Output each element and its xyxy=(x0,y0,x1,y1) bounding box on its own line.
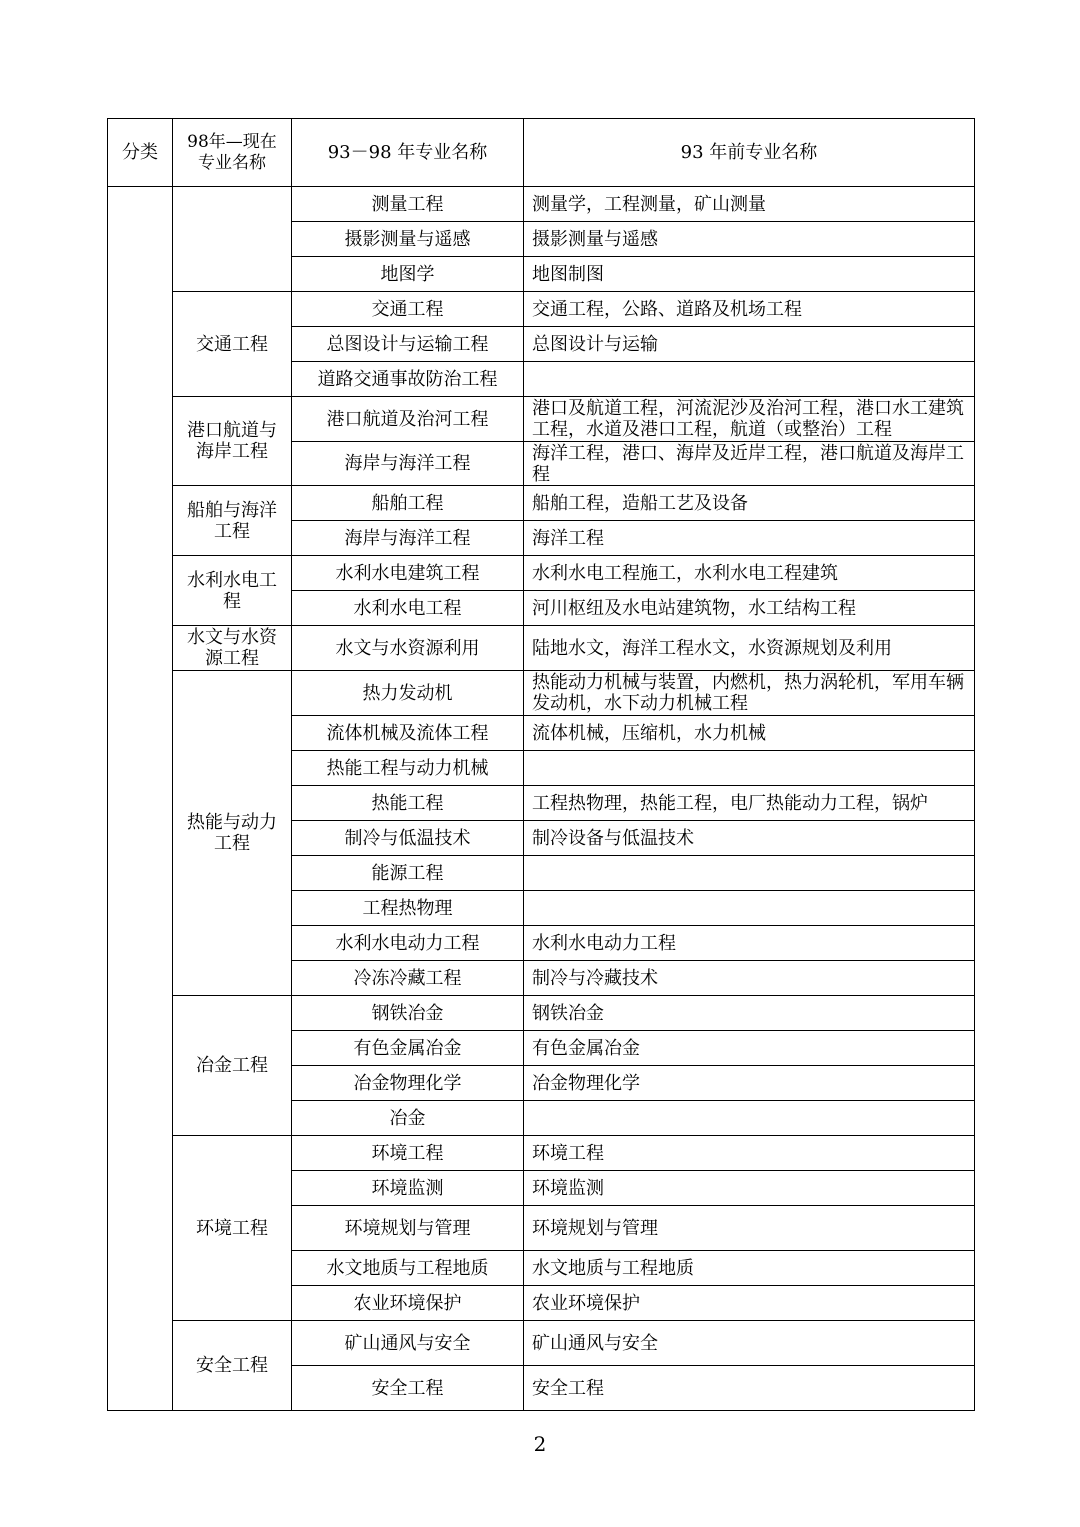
major-1993-1998-cell: 热能工程与动力机械 xyxy=(292,751,524,786)
table-row xyxy=(108,996,975,1031)
major-pre-1993-cell: 环境工程 xyxy=(524,1136,975,1171)
major-pre-1993-cell xyxy=(524,1101,975,1136)
current-major-cell xyxy=(173,187,292,292)
table-row xyxy=(108,556,975,591)
major-pre-1993-cell: 海洋工程，港口、海岸及近岸工程，港口航道及海岸工程 xyxy=(524,442,975,486)
major-1993-1998-cell: 安全工程 xyxy=(292,1366,524,1411)
major-pre-1993-cell xyxy=(524,891,975,926)
header-1993-1998-major: 93－98 年专业名称 xyxy=(292,119,524,187)
major-1993-1998-cell: 环境规划与管理 xyxy=(292,1206,524,1251)
major-1993-1998-cell: 能源工程 xyxy=(292,856,524,891)
current-major-cell: 港口航道与海岸工程 xyxy=(173,397,292,486)
table-row xyxy=(108,292,975,327)
major-pre-1993-cell: 地图制图 xyxy=(524,257,975,292)
major-pre-1993-cell: 测量学，工程测量，矿山测量 xyxy=(524,187,975,222)
major-pre-1993-cell xyxy=(524,856,975,891)
major-pre-1993-cell: 安全工程 xyxy=(524,1366,975,1411)
table-row xyxy=(108,1136,975,1171)
major-1993-1998-cell: 摄影测量与遥感 xyxy=(292,222,524,257)
major-pre-1993-cell: 河川枢纽及水电站建筑物，水工结构工程 xyxy=(524,591,975,626)
major-pre-1993-cell: 矿山通风与安全 xyxy=(524,1321,975,1366)
major-pre-1993-cell: 流体机械，压缩机，水力机械 xyxy=(524,716,975,751)
current-major-cell: 热能与动力工程 xyxy=(173,671,292,996)
header-row xyxy=(108,119,975,187)
header-current-major: 98年—现在专业名称 xyxy=(173,119,292,187)
current-major-cell: 冶金工程 xyxy=(173,996,292,1136)
major-pre-1993-cell: 工程热物理，热能工程，电厂热能动力工程，锅炉 xyxy=(524,786,975,821)
major-1993-1998-cell: 冶金 xyxy=(292,1101,524,1136)
major-pre-1993-cell: 水利水电工程施工，水利水电工程建筑 xyxy=(524,556,975,591)
major-1993-1998-cell: 水利水电动力工程 xyxy=(292,926,524,961)
major-pre-1993-cell: 钢铁冶金 xyxy=(524,996,975,1031)
majors-table xyxy=(107,118,975,1411)
major-pre-1993-cell: 摄影测量与遥感 xyxy=(524,222,975,257)
major-pre-1993-cell: 农业环境保护 xyxy=(524,1286,975,1321)
major-pre-1993-cell: 环境规划与管理 xyxy=(524,1206,975,1251)
major-1993-1998-cell: 水利水电工程 xyxy=(292,591,524,626)
table-row xyxy=(108,397,975,442)
major-1993-1998-cell: 水利水电建筑工程 xyxy=(292,556,524,591)
table-row xyxy=(108,626,975,671)
major-pre-1993-cell: 水利水电动力工程 xyxy=(524,926,975,961)
major-pre-1993-cell: 总图设计与运输 xyxy=(524,327,975,362)
current-major-cell: 水文与水资源工程 xyxy=(173,626,292,671)
current-major-cell: 船舶与海洋工程 xyxy=(173,486,292,556)
major-1993-1998-cell: 环境监测 xyxy=(292,1171,524,1206)
table-row xyxy=(108,187,975,222)
major-pre-1993-cell xyxy=(524,751,975,786)
major-1993-1998-cell: 农业环境保护 xyxy=(292,1286,524,1321)
major-1993-1998-cell: 钢铁冶金 xyxy=(292,996,524,1031)
major-1993-1998-cell: 交通工程 xyxy=(292,292,524,327)
major-1993-1998-cell: 矿山通风与安全 xyxy=(292,1321,524,1366)
major-pre-1993-cell: 陆地水文，海洋工程水文，水资源规划及利用 xyxy=(524,626,975,671)
major-pre-1993-cell: 水文地质与工程地质 xyxy=(524,1251,975,1286)
major-1993-1998-cell: 有色金属冶金 xyxy=(292,1031,524,1066)
major-pre-1993-cell: 热能动力机械与装置，内燃机，热力涡轮机，军用车辆发动机，水下动力机械工程 xyxy=(524,671,975,716)
major-1993-1998-cell: 港口航道及治河工程 xyxy=(292,397,524,442)
major-pre-1993-cell: 港口及航道工程，河流泥沙及治河工程，港口水工建筑工程，水道及港口工程，航道（或整治）工程 xyxy=(524,397,975,442)
major-1993-1998-cell: 制冷与低温技术 xyxy=(292,821,524,856)
current-major-cell: 水利水电工程 xyxy=(173,556,292,626)
major-1993-1998-cell: 水文与水资源利用 xyxy=(292,626,524,671)
major-1993-1998-cell: 船舶工程 xyxy=(292,486,524,521)
major-1993-1998-cell: 冶金物理化学 xyxy=(292,1066,524,1101)
major-1993-1998-cell: 海岸与海洋工程 xyxy=(292,442,524,486)
header-pre-1993-major: 93 年前专业名称 xyxy=(524,119,975,187)
major-1993-1998-cell: 道路交通事故防治工程 xyxy=(292,362,524,397)
major-1993-1998-cell: 海岸与海洋工程 xyxy=(292,521,524,556)
major-1993-1998-cell: 热能工程 xyxy=(292,786,524,821)
major-1993-1998-cell: 冷冻冷藏工程 xyxy=(292,961,524,996)
major-1993-1998-cell: 工程热物理 xyxy=(292,891,524,926)
header-category: 分类 xyxy=(108,119,173,187)
table-row xyxy=(108,1321,975,1366)
table-row xyxy=(108,486,975,521)
major-1993-1998-cell: 流体机械及流体工程 xyxy=(292,716,524,751)
page-number: 2 xyxy=(533,1432,547,1456)
current-major-cell: 交通工程 xyxy=(173,292,292,397)
current-major-cell: 安全工程 xyxy=(173,1321,292,1411)
major-1993-1998-cell: 环境工程 xyxy=(292,1136,524,1171)
major-pre-1993-cell: 有色金属冶金 xyxy=(524,1031,975,1066)
major-pre-1993-cell: 环境监测 xyxy=(524,1171,975,1206)
major-1993-1998-cell: 热力发动机 xyxy=(292,671,524,716)
major-pre-1993-cell: 交通工程，公路、道路及机场工程 xyxy=(524,292,975,327)
table-row xyxy=(108,671,975,716)
major-1993-1998-cell: 水文地质与工程地质 xyxy=(292,1251,524,1286)
major-1993-1998-cell: 地图学 xyxy=(292,257,524,292)
current-major-cell: 环境工程 xyxy=(173,1136,292,1321)
major-pre-1993-cell: 船舶工程，造船工艺及设备 xyxy=(524,486,975,521)
major-pre-1993-cell: 制冷与冷藏技术 xyxy=(524,961,975,996)
major-pre-1993-cell: 海洋工程 xyxy=(524,521,975,556)
major-pre-1993-cell: 制冷设备与低温技术 xyxy=(524,821,975,856)
major-pre-1993-cell xyxy=(524,362,975,397)
major-1993-1998-cell: 测量工程 xyxy=(292,187,524,222)
major-pre-1993-cell: 冶金物理化学 xyxy=(524,1066,975,1101)
major-1993-1998-cell: 总图设计与运输工程 xyxy=(292,327,524,362)
category-cell xyxy=(108,187,173,1411)
